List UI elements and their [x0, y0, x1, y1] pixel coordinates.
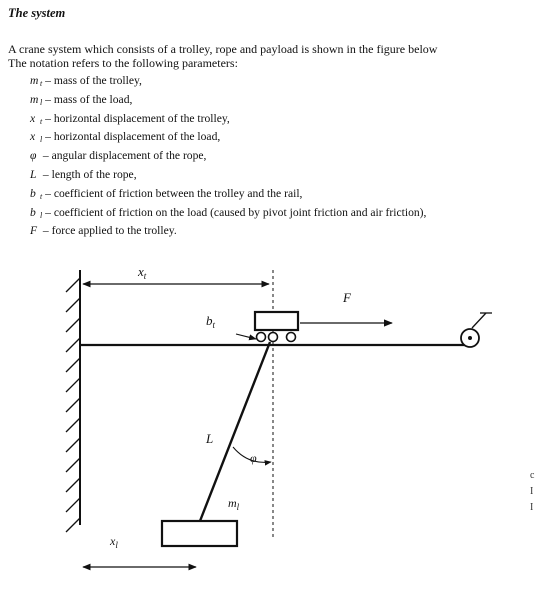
intro-line-2: The notation refers to the following parameters:	[8, 56, 238, 70]
param-mt: m $_t$ – mass of the trolley,	[30, 74, 142, 88]
section-heading: The system	[8, 6, 66, 20]
param-ml: m $_l$ – mass of the load,	[30, 92, 133, 107]
wall	[66, 270, 80, 532]
crane-diagram	[0, 240, 536, 590]
bt-pointer	[236, 334, 256, 339]
load	[162, 521, 237, 546]
angle-label: φ	[250, 451, 257, 465]
force-label: F	[343, 290, 351, 305]
trolley	[255, 312, 298, 342]
xl-label: $x_l$	[110, 534, 118, 550]
parameter-list	[30, 73, 426, 242]
xt-label: $x_t$	[138, 264, 147, 281]
edge-fragment-1: c	[530, 470, 535, 481]
param-phi: φ – angular displacement of the rope,	[30, 149, 207, 163]
load-label: $m_l$	[228, 496, 240, 512]
rope-label: L	[206, 431, 214, 446]
edge-fragment-3: I	[530, 502, 534, 513]
param-xl: x $_l$ – horizontal displacement of the load,	[30, 130, 221, 145]
intro-line-1: A crane system which consists of a trolley, rope and payload is shown in the figure below	[8, 42, 438, 56]
pulley	[461, 313, 492, 347]
param-bt: b $_t$ – coefficient of friction between the trolley and the rail,	[30, 186, 303, 201]
edge-fragment-2: I	[530, 486, 534, 497]
param-bl: b $_l$ – coefficient of friction on the load (caused by pivot joint friction and air friction),	[30, 205, 427, 220]
param-F: F – force applied to the trolley.	[30, 224, 177, 238]
param-xt: x $_t$ – horizontal displacement of the trolley,	[30, 111, 230, 126]
param-L: L – length of the rope,	[30, 167, 137, 181]
bt-label: $b_t$	[206, 313, 216, 330]
